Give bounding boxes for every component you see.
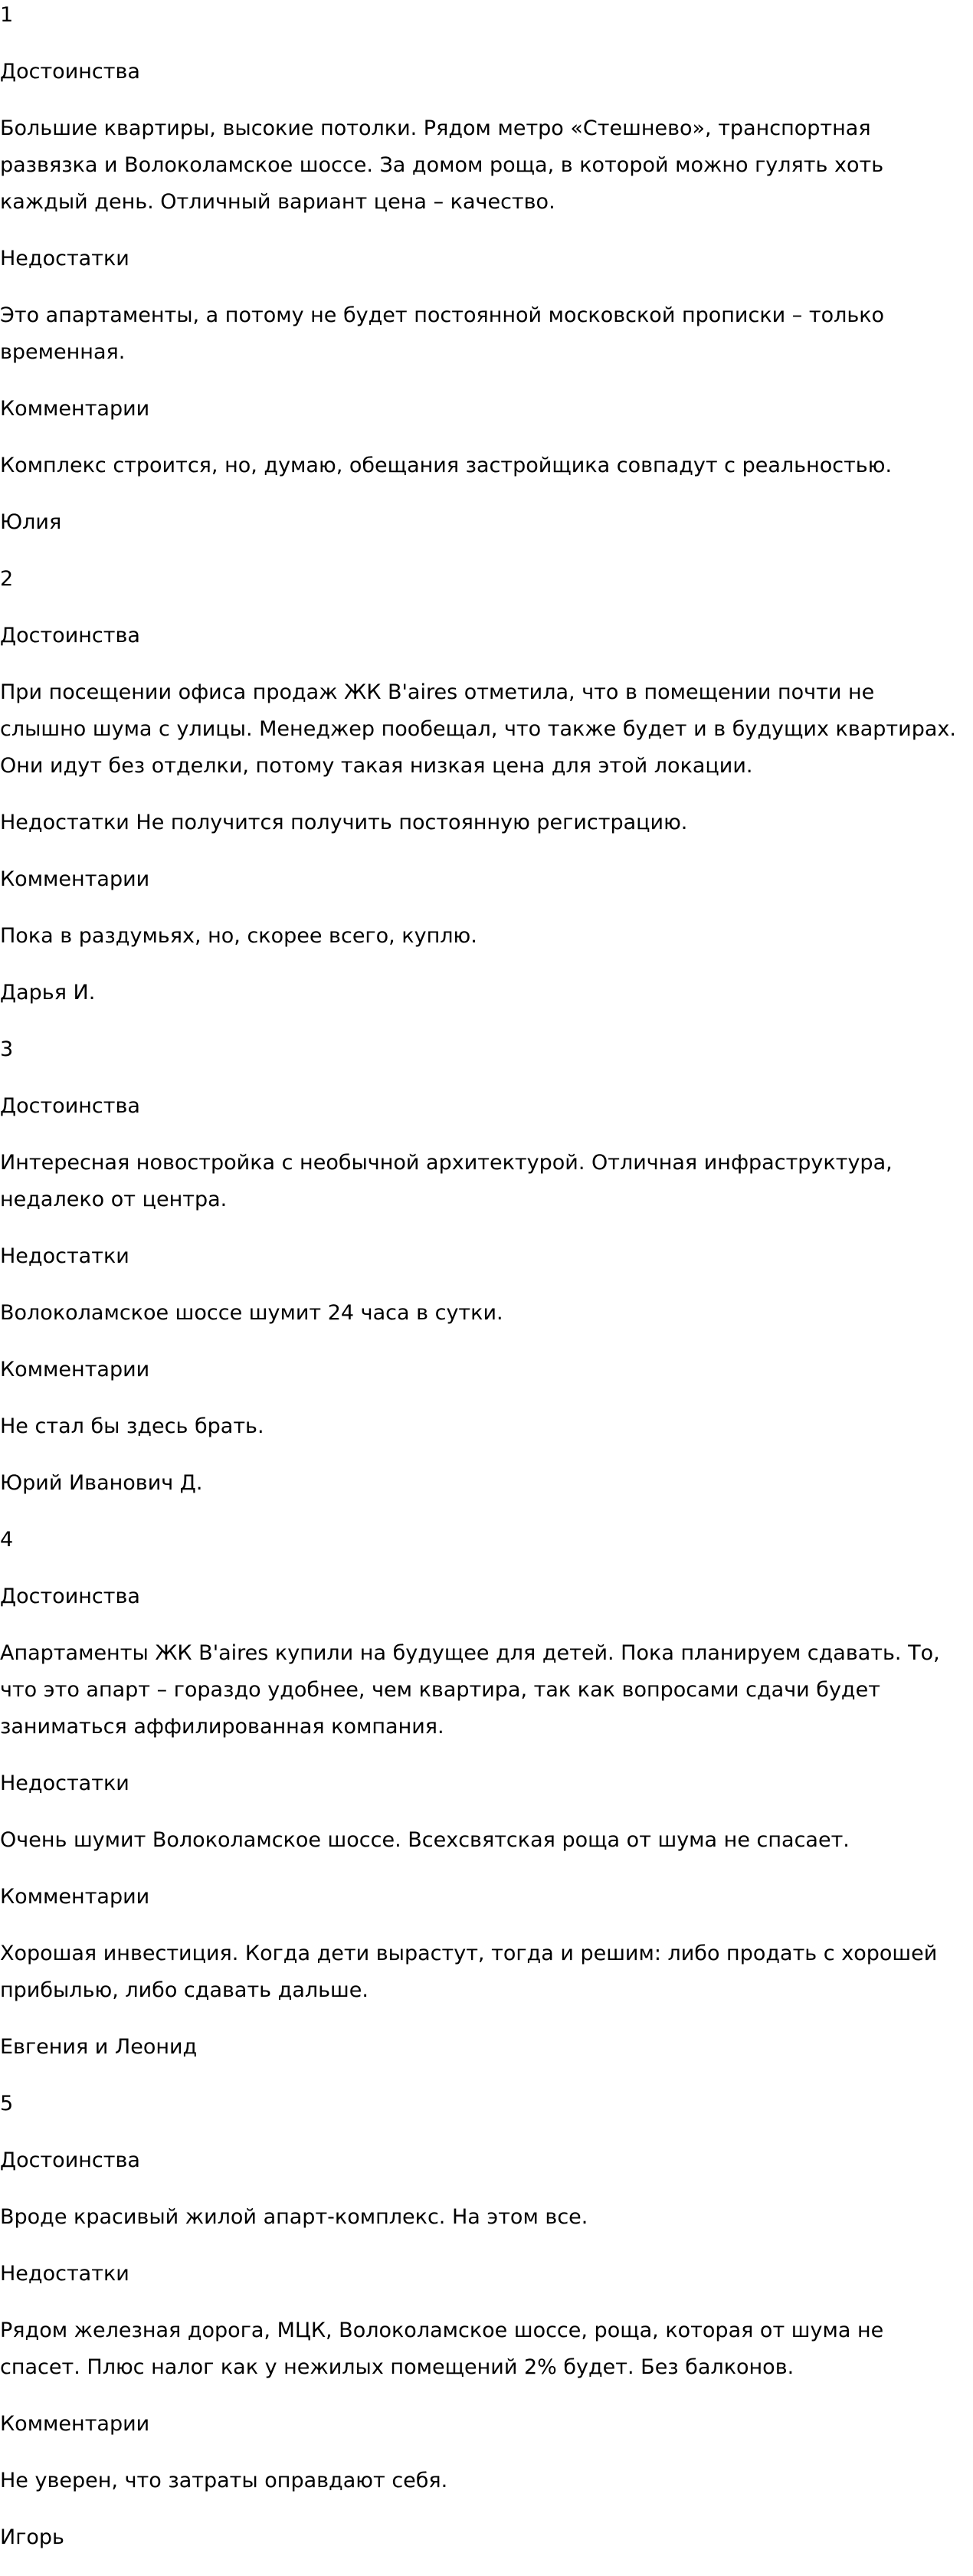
- review-number: 1: [0, 3, 14, 27]
- pros-label: Достоинства: [0, 1585, 140, 1608]
- review-author: Дарья И.: [0, 981, 96, 1005]
- review-number: 2: [0, 567, 14, 591]
- pros-text: Большие квартиры, высокие потолки. Рядом метро «Стешнево», транспортная развязка и Волоколамское шоссе. За домом роща, в которой можно гулять хоть каждый день. Отличный вариант цена – качество.: [0, 116, 884, 214]
- comments-text: Пока в раздумьях, но, скорее всего, куплю.: [0, 924, 477, 948]
- pros-label: Достоинства: [0, 1094, 140, 1118]
- comments-label: Комментарии: [0, 1885, 150, 1909]
- comments-text: Хорошая инвестиция. Когда дети вырастут, тогда и решим: либо продать с хорошей прибылью, либо сдавать дальше.: [0, 1942, 938, 2002]
- pros-text: Вроде красивый жилой апарт-комплекс. На этом все.: [0, 2205, 588, 2229]
- comments-text: Не уверен, что затраты оправдают себя.: [0, 2469, 448, 2492]
- comments-text: Не стал бы здесь брать.: [0, 1414, 264, 1438]
- review-author: Евгения и Леонид: [0, 2035, 198, 2059]
- review-number: 4: [0, 1528, 14, 1552]
- cons-label: Недостатки: [0, 247, 129, 270]
- review-author: Игорь: [0, 2525, 64, 2549]
- cons-text: Рядом железная дорога, МЦК, Волоколамское шоссе, роща, которая от шума не спасет. Плюс налог как у нежилых помещений 2% будет. Без балконов.: [0, 2319, 884, 2379]
- review-number: 3: [0, 1037, 14, 1061]
- pros-label: Достоинства: [0, 624, 140, 647]
- pros-text: Интересная новостройка с необычной архитектурой. Отличная инфраструктура, недалеко от центра.: [0, 1151, 893, 1211]
- review-number: 5: [0, 2092, 14, 2116]
- comments-label: Комментарии: [0, 397, 150, 421]
- pros-text: Апартаменты ЖК B'aires купили на будущее для детей. Пока планируем сдавать. То, что это апарт – гораздо удобнее, чем квартира, так как вопросами сдачи будет заниматься аффилированная компания.: [0, 1641, 940, 1739]
- review-author: Юрий Иванович Д.: [0, 1471, 203, 1495]
- cons-label: Недостатки: [0, 1244, 129, 1268]
- comments-label: Комментарии: [0, 1358, 150, 1381]
- cons-text: Очень шумит Волоколамское шоссе. Всехсвятская роща от шума не спасает.: [0, 1828, 850, 1852]
- cons-text: Волоколамское шоссе шумит 24 часа в сутки.: [0, 1301, 503, 1325]
- comments-label: Комментарии: [0, 2412, 150, 2436]
- pros-label: Достоинства: [0, 2148, 140, 2172]
- pros-text: При посещении офиса продаж ЖК B'aires отметила, что в помещении почти не слышно шума с улицы. Менеджер пообещал, что также будет и в будущих квартирах. Они идут без отделки, потому такая низкая цена для этой локации.: [0, 680, 956, 778]
- comments-text: Комплекс строится, но, думаю, обещания застройщика совпадут с реальностью.: [0, 454, 893, 477]
- cons-inline-text: Недостатки Не получится получить постоянную регистрацию.: [0, 811, 688, 834]
- comments-label: Комментарии: [0, 867, 150, 891]
- cons-label: Недостатки: [0, 2262, 129, 2286]
- cons-text: Это апартаменты, а потому не будет постоянной московской прописки – только временная.: [0, 303, 885, 364]
- pros-label: Достоинства: [0, 60, 140, 84]
- review-author: Юлия: [0, 510, 62, 534]
- cons-label: Недостатки: [0, 1771, 129, 1795]
